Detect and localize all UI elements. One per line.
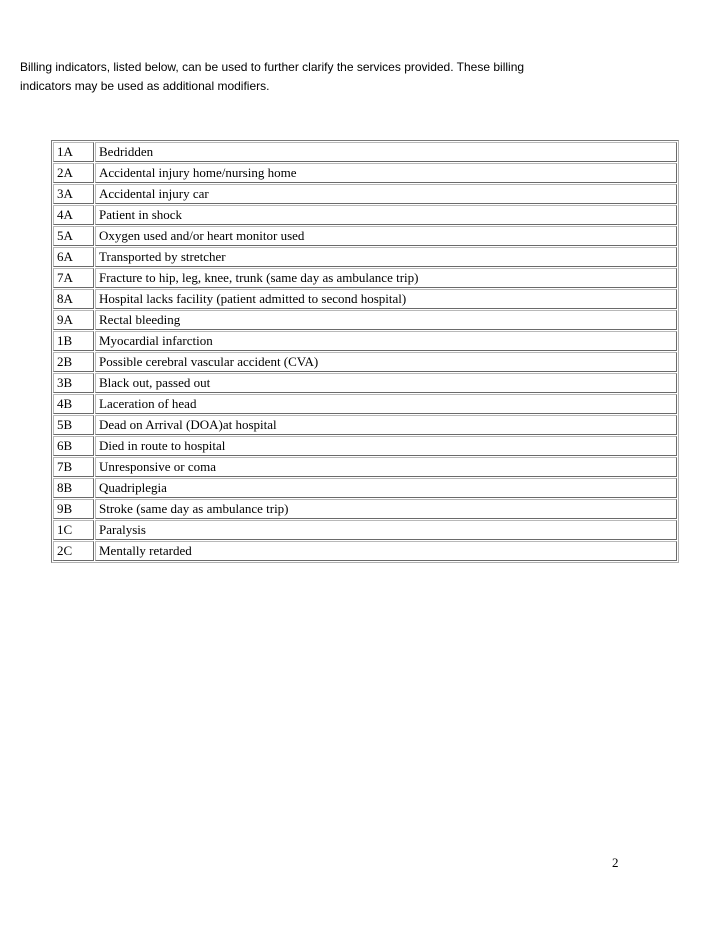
indicator-code: 3A — [53, 184, 94, 204]
indicator-description: Accidental injury car — [95, 184, 677, 204]
table-row — [53, 205, 677, 225]
table-row — [53, 226, 677, 246]
table-row — [53, 415, 677, 435]
indicator-description: Black out, passed out — [95, 373, 677, 393]
page-number: 2 — [612, 855, 619, 870]
indicator-description: Patient in shock — [95, 205, 677, 225]
table-row — [53, 163, 677, 183]
indicator-description: Possible cerebral vascular accident (CVA) — [95, 352, 677, 372]
indicator-description: Stroke (same day as ambulance trip) — [95, 499, 677, 519]
indicator-code: 9B — [53, 499, 94, 519]
table-row — [53, 457, 677, 477]
table-row — [53, 352, 677, 372]
table-row — [53, 268, 677, 288]
intro-line-1: Billing indicators, listed below, can be used to further clarify the services provided. These billing — [20, 60, 525, 74]
indicator-code: 1C — [53, 520, 94, 540]
indicator-code: 4A — [53, 205, 94, 225]
indicator-code: 1A — [53, 142, 94, 162]
table-row — [53, 478, 677, 498]
indicator-description: Laceration of head — [95, 394, 677, 414]
indicator-description: Fracture to hip, leg, knee, trunk (same day as ambulance trip) — [95, 268, 677, 288]
indicator-description: Mentally retarded — [95, 541, 677, 561]
indicator-description: Died in route to hospital — [95, 436, 677, 456]
intro-paragraph — [20, 58, 610, 96]
table-row — [53, 394, 677, 414]
indicator-code: 7A — [53, 268, 94, 288]
indicator-description: Oxygen used and/or heart monitor used — [95, 226, 677, 246]
table-row — [53, 184, 677, 204]
table-row — [53, 373, 677, 393]
table-row — [53, 310, 677, 330]
table-row — [53, 142, 677, 162]
intro-line-2: indicators may be used as additional modifiers. — [20, 79, 270, 93]
indicator-code: 7B — [53, 457, 94, 477]
indicator-description: Quadriplegia — [95, 478, 677, 498]
indicator-code: 3B — [53, 373, 94, 393]
indicator-code: 6A — [53, 247, 94, 267]
table-row — [53, 499, 677, 519]
indicator-code: 9A — [53, 310, 94, 330]
indicator-code: 5B — [53, 415, 94, 435]
indicator-code: 2B — [53, 352, 94, 372]
table-row — [53, 436, 677, 456]
indicator-description: Rectal bleeding — [95, 310, 677, 330]
indicator-description: Accidental injury home/nursing home — [95, 163, 677, 183]
table-row — [53, 289, 677, 309]
indicator-code: 4B — [53, 394, 94, 414]
indicator-code: 2C — [53, 541, 94, 561]
indicator-code: 8A — [53, 289, 94, 309]
indicator-description: Myocardial infarction — [95, 331, 677, 351]
indicator-description: Unresponsive or coma — [95, 457, 677, 477]
indicator-code: 2A — [53, 163, 94, 183]
indicator-code: 1B — [53, 331, 94, 351]
indicator-description: Transported by stretcher — [95, 247, 677, 267]
table-row — [53, 247, 677, 267]
indicator-description: Dead on Arrival (DOA)at hospital — [95, 415, 677, 435]
indicator-description: Hospital lacks facility (patient admitted to second hospital) — [95, 289, 677, 309]
indicator-description: Paralysis — [95, 520, 677, 540]
table-row — [53, 541, 677, 561]
billing-indicators-body — [53, 142, 677, 561]
indicator-code: 5A — [53, 226, 94, 246]
indicator-code: 6B — [53, 436, 94, 456]
indicator-description: Bedridden — [95, 142, 677, 162]
table-row — [53, 520, 677, 540]
table-row — [53, 331, 677, 351]
billing-indicators-table — [51, 140, 679, 563]
indicator-code: 8B — [53, 478, 94, 498]
